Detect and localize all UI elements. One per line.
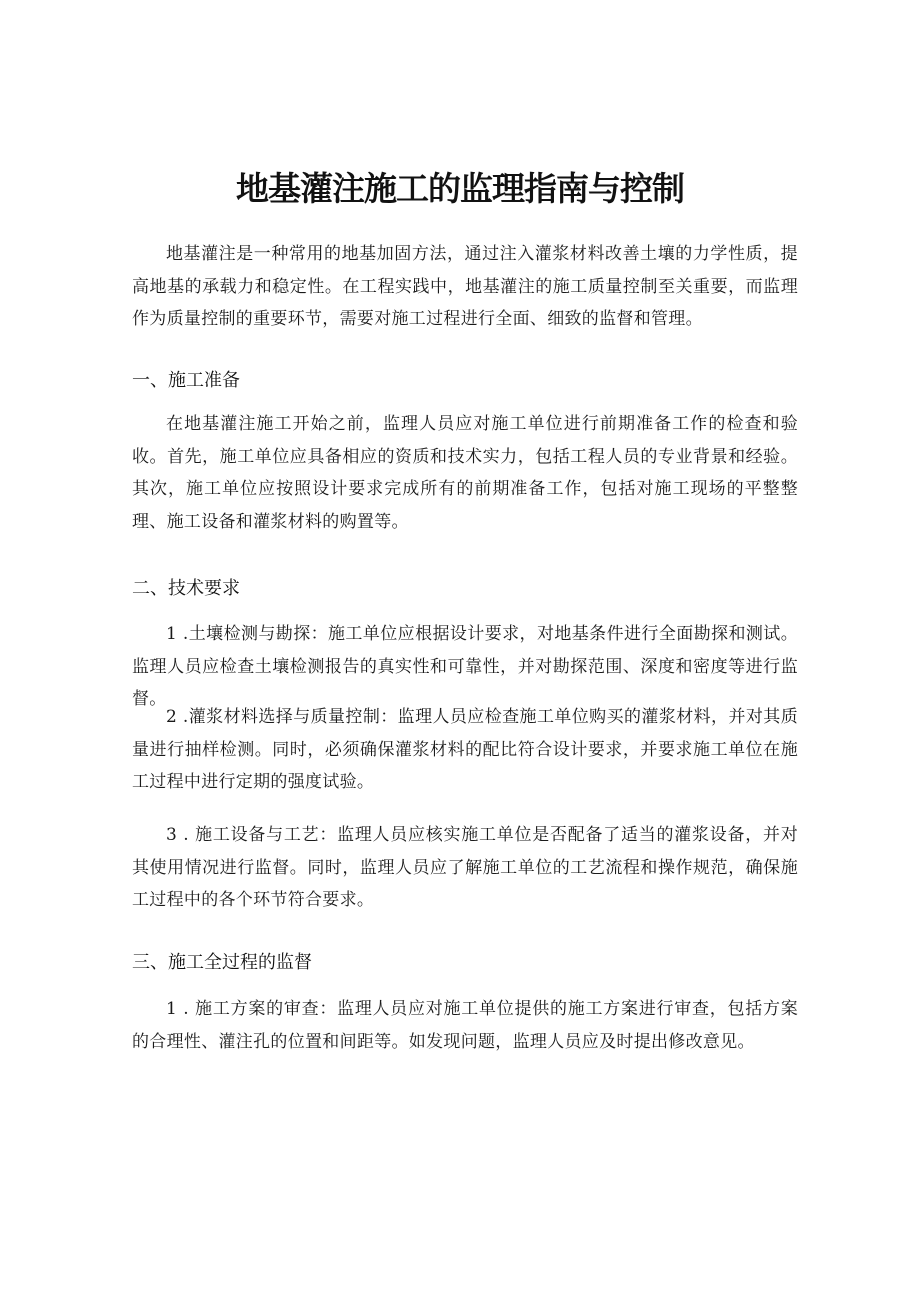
section-heading-preparation: 一、施工准备 <box>132 370 240 391</box>
intro-paragraph: 地基灌注是一种常用的地基加固方法，通过注入灌浆材料改善土壤的力学性质，提高地基的承载力和稳定性。在工程实践中，地基灌注的施工质量控制至关重要，而监理作为质量控制的重要环节，需要对施工过程进行全面、细致的监督和管理。 <box>132 244 798 329</box>
preparation-paragraph: 在地基灌注施工开始之前，监理人员应对施工单位进行前期准备工作的检查和验收。首先，施工单位应具备相应的资质和技术实力，包括工程人员的专业背景和经验。其次，施工单位应按照设计要求完成所有的前期准备工作，包括对施工现场的平整整理、施工设备和灌浆材料的购置等。 <box>132 414 798 532</box>
technical-item-2: 2 .灌浆材料选择与质量控制：监理人员应检查施工单位购买的灌浆材料，并对其质量进行抽样检测。同时，必须确保灌浆材料的配比符合设计要求，并要求施工单位在施工过程中进行定期的强度试验。 <box>132 707 798 792</box>
document-title: 地基灌注施工的监理指南与控制 <box>236 169 684 208</box>
technical-item-1: 1 .土壤检测与勘探：施工单位应根据设计要求，对地基条件进行全面勘探和测试。监理人员应检查土壤检测报告的真实性和可靠性，并对勘探范围、深度和密度等进行监督。 <box>132 624 798 709</box>
supervision-item-1: 1 . 施工方案的审查：监理人员应对施工单位提供的施工方案进行审查，包括方案的合理性、灌注孔的位置和间距等。如发现问题，监理人员应及时提出修改意见。 <box>132 999 798 1052</box>
section-heading-supervision: 三、施工全过程的监督 <box>132 952 312 973</box>
section-heading-technical: 二、技术要求 <box>132 578 240 599</box>
technical-item-3: 3 . 施工设备与工艺：监理人员应核实施工单位是否配备了适当的灌浆设备，并对其使用情况进行监督。同时，监理人员应了解施工单位的工艺流程和操作规范，确保施工过程中的各个环节符合要求。 <box>132 825 798 910</box>
